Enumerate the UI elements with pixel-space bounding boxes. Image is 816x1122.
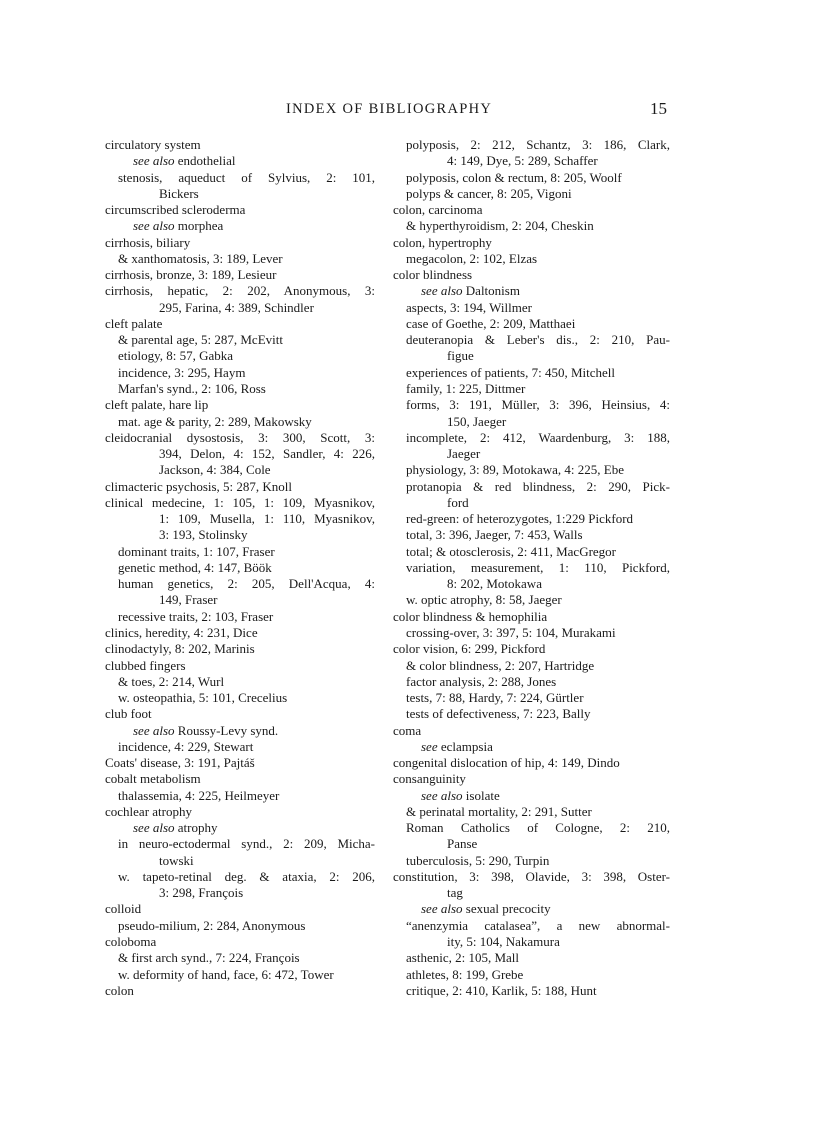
- index-entry: [393, 592, 670, 608]
- index-entry-text: Marfan's synd., 2: 106, Ross: [118, 380, 266, 396]
- index-entry: [105, 511, 375, 527]
- index-entry-text: experiences of patients, 7: 450, Mitchell: [406, 364, 616, 380]
- index-entry-text: 1: 109, Musella, 1: 110, Myasnikov,: [159, 511, 375, 527]
- index-entry-text: clinical medecine, 1: 105, 1: 109, Myasnikov,: [105, 494, 375, 510]
- index-entry: [105, 804, 375, 820]
- index-entry-text: 3: 298, François: [159, 885, 244, 901]
- index-entry: [105, 950, 375, 966]
- index-entry: [105, 202, 375, 218]
- index-entry: [393, 690, 670, 706]
- index-entry: [393, 332, 670, 348]
- index-entry: [393, 381, 670, 397]
- index-entry: [105, 544, 375, 560]
- index-entry-text: Roussy-Levy synd.: [177, 722, 279, 738]
- index-entry-text: cobalt metabolism: [105, 771, 201, 787]
- index-entry: [105, 381, 375, 397]
- index-entry: [105, 365, 375, 381]
- index-entry: [393, 739, 670, 755]
- index-entry-text: tuberculosis, 5: 290, Turpin: [406, 852, 550, 868]
- index-entry-text: polyposis, colon & rectum, 8: 205, Woolf: [406, 169, 622, 185]
- index-entry: [393, 853, 670, 869]
- index-entry: [393, 609, 670, 625]
- index-entry-text: w. osteopathia, 5: 101, Crecelius: [118, 690, 288, 706]
- index-entry-text: figue: [447, 348, 474, 364]
- index-entry-text: etiology, 8: 57, Gabka: [118, 348, 234, 364]
- index-entry: [105, 690, 375, 706]
- index-entry-text: colon, hypertrophy: [393, 234, 492, 250]
- index-entry: [393, 186, 670, 202]
- index-entry-text: & xanthomatosis, 3: 189, Lever: [118, 250, 283, 266]
- index-entry-text: Roman Catholics of Cologne, 2: 210,: [406, 820, 670, 836]
- index-entry-text: towski: [159, 852, 194, 868]
- index-entry-text: tests of defectiveness, 7: 223, Bally: [406, 706, 591, 722]
- index-entry-text: 150, Jaeger: [447, 413, 507, 429]
- index-entry-text: isolate: [465, 787, 500, 803]
- index-entry: [393, 479, 670, 495]
- index-entry-text: sexual precocity: [465, 901, 551, 917]
- index-entry-text: & hyperthyroidism, 2: 204, Cheskin: [406, 218, 594, 234]
- index-entry-text: circulatory system: [105, 137, 201, 152]
- index-entry: [105, 235, 375, 251]
- index-entry: [105, 267, 375, 283]
- see-reference-label: see also: [133, 820, 175, 836]
- index-entry: [105, 609, 375, 625]
- index-entry: [393, 170, 670, 186]
- see-reference-label: see also: [421, 283, 463, 299]
- index-entry-text: & toes, 2: 214, Wurl: [118, 673, 225, 689]
- index-entry: [393, 446, 670, 462]
- index-entry-text: 394, Delon, 4: 152, Sandler, 4: 226,: [159, 446, 375, 462]
- index-entry: [105, 788, 375, 804]
- index-entry-text: incidence, 4: 229, Stewart: [118, 738, 254, 754]
- index-entry: [105, 414, 375, 430]
- index-entry: [393, 625, 670, 641]
- index-entry: [105, 137, 375, 153]
- index-entry-text: & perinatal mortality, 2: 291, Sutter: [406, 803, 592, 819]
- index-entry-text: thalassemia, 4: 225, Heilmeyer: [118, 787, 280, 803]
- index-entry-text: climacteric psychosis, 5: 287, Knoll: [105, 478, 293, 494]
- see-reference-label: see also: [421, 787, 463, 803]
- index-entry-text: eclampsia: [440, 738, 493, 754]
- index-entry: [393, 706, 670, 722]
- index-entry-text: 3: 193, Stolinsky: [159, 527, 248, 543]
- index-entry: [393, 836, 670, 852]
- index-entry-text: colon, carcinoma: [393, 202, 483, 218]
- index-entry: [105, 869, 375, 885]
- index-entry-text: polyposis, 2: 212, Schantz, 3: 186, Clark,: [406, 137, 670, 152]
- index-entry: [105, 479, 375, 495]
- index-entry: [105, 934, 375, 950]
- index-entry: [105, 300, 375, 316]
- index-entry-text: Jackson, 4: 384, Cole: [159, 462, 271, 478]
- index-entry: [105, 316, 375, 332]
- see-reference-label: see also: [421, 901, 463, 917]
- see-reference-label: see also: [133, 218, 175, 234]
- see-reference-label: see also: [133, 722, 175, 738]
- index-entry: [393, 137, 670, 153]
- index-entry-text: w. deformity of hand, face, 6: 472, Tower: [118, 966, 334, 982]
- index-entry: [105, 641, 375, 657]
- index-entry-text: megacolon, 2: 102, Elzas: [406, 250, 538, 266]
- index-entry: [393, 267, 670, 283]
- index-entry-text: cleft palate, hare lip: [105, 397, 209, 413]
- index-entry: [105, 885, 375, 901]
- index-entry-text: colloid: [105, 901, 142, 917]
- index-entry: [393, 820, 670, 836]
- index-entry-text: 8: 202, Motokawa: [447, 576, 542, 592]
- index-entry: [105, 430, 375, 446]
- index-entry-text: pseudo-milium, 2: 284, Anonymous: [118, 917, 306, 933]
- index-entry-text: genetic method, 4: 147, Böök: [118, 559, 272, 575]
- index-entry-text: human genetics, 2: 205, Dell'Acqua, 4:: [118, 576, 375, 592]
- index-entry-text: incomplete, 2: 412, Waardenburg, 3: 188,: [406, 429, 670, 445]
- index-entry-text: athletes, 8: 199, Grebe: [406, 966, 524, 982]
- index-entry-text: recessive traits, 2: 103, Fraser: [118, 608, 274, 624]
- index-entry: [393, 885, 670, 901]
- index-entry-text: critique, 2: 410, Karlik, 5: 188, Hunt: [406, 982, 597, 998]
- index-entry-text: tests, 7: 88, Hardy, 7: 224, Gürtler: [406, 690, 584, 706]
- index-entry-text: & first arch synd., 7: 224, François: [118, 950, 300, 966]
- index-entry-text: total, 3: 396, Jaeger, 7: 453, Walls: [406, 527, 583, 543]
- index-entry: [105, 332, 375, 348]
- index-entry-text: consanguinity: [393, 771, 466, 787]
- index-entry: [393, 771, 670, 787]
- index-entry: [105, 674, 375, 690]
- index-entry: [393, 527, 670, 543]
- index-entry-text: Panse: [447, 836, 478, 852]
- see-reference-label: see also: [133, 153, 175, 169]
- index-entry: [105, 820, 375, 836]
- index-entry: [393, 788, 670, 804]
- index-entry-text: red-green: of heterozygotes, 1:229 Pickford: [406, 511, 634, 527]
- index-entry-text: & parental age, 5: 287, McEvitt: [118, 332, 283, 348]
- see-reference-label: see: [421, 738, 438, 754]
- index-entry-text: 4: 149, Dye, 5: 289, Schaffer: [447, 153, 598, 169]
- index-entry: [393, 462, 670, 478]
- index-entry: [393, 235, 670, 251]
- index-entry-text: Coats' disease, 3: 191, Pajtáš: [105, 755, 255, 771]
- index-entry: [393, 251, 670, 267]
- index-entry-text: cleidocranial dysostosis, 3: 300, Scott, 3:: [105, 429, 375, 445]
- index-entry: [393, 316, 670, 332]
- index-entry: [105, 755, 375, 771]
- index-entry: [393, 218, 670, 234]
- page-title: INDEX OF BIBLIOGRAPHY: [286, 101, 493, 117]
- index-entry-text: cirrhosis, biliary: [105, 234, 191, 250]
- index-entry: [393, 430, 670, 446]
- index-entry: [393, 495, 670, 511]
- index-entry: [393, 560, 670, 576]
- index-entry: [105, 592, 375, 608]
- index-entry: [105, 739, 375, 755]
- index-entry-text: ity, 5: 104, Nakamura: [447, 934, 560, 950]
- index-entry-text: aspects, 3: 194, Willmer: [406, 299, 532, 315]
- index-entry: [393, 365, 670, 381]
- index-entry-text: ford: [447, 494, 469, 510]
- index-entry-text: constitution, 3: 398, Olavide, 3: 398, Oster-: [393, 868, 670, 884]
- index-entry: [393, 950, 670, 966]
- index-entry-text: coloboma: [105, 934, 157, 950]
- index-entry: [393, 918, 670, 934]
- index-entry: [105, 836, 375, 852]
- index-entry: [105, 967, 375, 983]
- index-entry-text: total; & otosclerosis, 2: 411, MacGregor: [406, 543, 617, 559]
- index-entry: [393, 348, 670, 364]
- index-entry: [105, 918, 375, 934]
- left-index-column: [105, 137, 375, 999]
- index-entry-text: 149, Fraser: [159, 592, 218, 608]
- index-entry-text: club foot: [105, 706, 152, 722]
- index-entry-text: crossing-over, 3: 397, 5: 104, Murakami: [406, 624, 616, 640]
- index-entry-text: & color blindness, 2: 207, Hartridge: [406, 657, 595, 673]
- index-entry-text: morphea: [177, 218, 224, 234]
- index-entry: [393, 869, 670, 885]
- index-entry: [393, 967, 670, 983]
- index-entry-text: Jaeger: [447, 446, 481, 462]
- index-entry: [105, 560, 375, 576]
- index-entry-text: physiology, 3: 89, Motokawa, 4: 225, Ebe: [406, 462, 624, 478]
- index-entry: [105, 771, 375, 787]
- index-entry-text: colon: [105, 982, 134, 998]
- index-entry: [105, 348, 375, 364]
- index-entry-text: variation, measurement, 1: 110, Pickford,: [406, 559, 670, 575]
- index-entry: [393, 641, 670, 657]
- index-entry: [393, 723, 670, 739]
- index-entry-text: forms, 3: 191, Müller, 3: 396, Heinsius, 4:: [406, 397, 670, 413]
- index-entry-text: “anenzymia catalasea”, a new abnormal-: [406, 917, 670, 933]
- index-entry: [105, 446, 375, 462]
- index-entry: [393, 983, 670, 999]
- index-entry-text: in neuro-ectodermal synd., 2: 209, Micha-: [118, 836, 375, 852]
- index-entry: [105, 186, 375, 202]
- index-entry: [105, 706, 375, 722]
- index-entry-text: clinics, heredity, 4: 231, Dice: [105, 624, 258, 640]
- index-entry: [105, 901, 375, 917]
- index-entry-text: coma: [393, 722, 422, 738]
- index-entry: [105, 251, 375, 267]
- index-entry-text: asthenic, 2: 105, Mall: [406, 950, 520, 966]
- index-entry-text: color blindness & hemophilia: [393, 608, 548, 624]
- index-entry-text: cirrhosis, hepatic, 2: 202, Anonymous, 3:: [105, 283, 375, 299]
- index-entry: [105, 495, 375, 511]
- index-entry-text: factor analysis, 2: 288, Jones: [406, 673, 557, 689]
- index-entry-text: polyps & cancer, 8: 205, Vigoni: [406, 185, 572, 201]
- index-entry: [105, 625, 375, 641]
- index-entry: [105, 658, 375, 674]
- index-entry-text: family, 1: 225, Dittmer: [406, 380, 526, 396]
- index-entry-text: Daltonism: [465, 283, 520, 299]
- index-entry-text: incidence, 3: 295, Haym: [118, 364, 246, 380]
- index-entry: [393, 414, 670, 430]
- index-entry-text: Bickers: [159, 185, 199, 201]
- index-entry-text: w. optic atrophy, 8: 58, Jaeger: [406, 592, 562, 608]
- index-entry-text: color vision, 6: 299, Pickford: [393, 641, 546, 657]
- index-entry: [105, 283, 375, 299]
- index-entry-text: endothelial: [177, 153, 236, 169]
- index-entry: [105, 170, 375, 186]
- index-entry: [105, 462, 375, 478]
- right-index-column: [393, 137, 670, 999]
- index-entry: [393, 397, 670, 413]
- running-head: [0, 100, 816, 124]
- index-entry-text: congenital dislocation of hip, 4: 149, Dindo: [393, 755, 620, 771]
- index-entry-text: case of Goethe, 2: 209, Matthaei: [406, 315, 576, 331]
- index-entry-text: clinodactyly, 8: 202, Marinis: [105, 641, 255, 657]
- index-entry: [105, 723, 375, 739]
- index-entry: [393, 576, 670, 592]
- index-entry: [393, 544, 670, 560]
- index-entry: [393, 755, 670, 771]
- index-entry-text: cleft palate: [105, 315, 163, 331]
- index-entry: [105, 983, 375, 999]
- index-entry: [393, 934, 670, 950]
- index-entry: [393, 300, 670, 316]
- index-entry: [393, 674, 670, 690]
- index-entry: [105, 527, 375, 543]
- index-entry: [393, 658, 670, 674]
- index-entry-text: cirrhosis, bronze, 3: 189, Lesieur: [105, 267, 277, 283]
- index-entry: [105, 218, 375, 234]
- index-entry-text: atrophy: [177, 820, 218, 836]
- index-entry-text: cochlear atrophy: [105, 803, 192, 819]
- index-entry: [393, 901, 670, 917]
- index-entry-text: circumscribed scleroderma: [105, 202, 246, 218]
- index-entry-text: color blindness: [393, 267, 473, 283]
- index-entry-text: stenosis, aqueduct of Sylvius, 2: 101,: [118, 169, 375, 185]
- index-entry-text: 295, Farina, 4: 389, Schindler: [159, 299, 314, 315]
- index-entry-text: tag: [447, 885, 463, 901]
- index-entry-text: protanopia & red blindness, 2: 290, Pick-: [406, 478, 670, 494]
- index-entry: [393, 804, 670, 820]
- index-entry-text: w. tapeto-retinal deg. & ataxia, 2: 206,: [118, 868, 375, 884]
- index-entry: [393, 153, 670, 169]
- index-entry: [105, 853, 375, 869]
- index-entry: [393, 511, 670, 527]
- index-entry-text: mat. age & parity, 2: 289, Makowsky: [118, 413, 312, 429]
- page-number: 15: [650, 99, 667, 118]
- index-entry: [105, 576, 375, 592]
- index-entry: [105, 153, 375, 169]
- index-entry-text: clubbed fingers: [105, 657, 186, 673]
- index-entry: [393, 283, 670, 299]
- index-entry-text: dominant traits, 1: 107, Fraser: [118, 543, 275, 559]
- index-entry-text: deuteranopia & Leber's dis., 2: 210, Pau-: [406, 332, 670, 348]
- index-entry: [105, 397, 375, 413]
- index-entry: [393, 202, 670, 218]
